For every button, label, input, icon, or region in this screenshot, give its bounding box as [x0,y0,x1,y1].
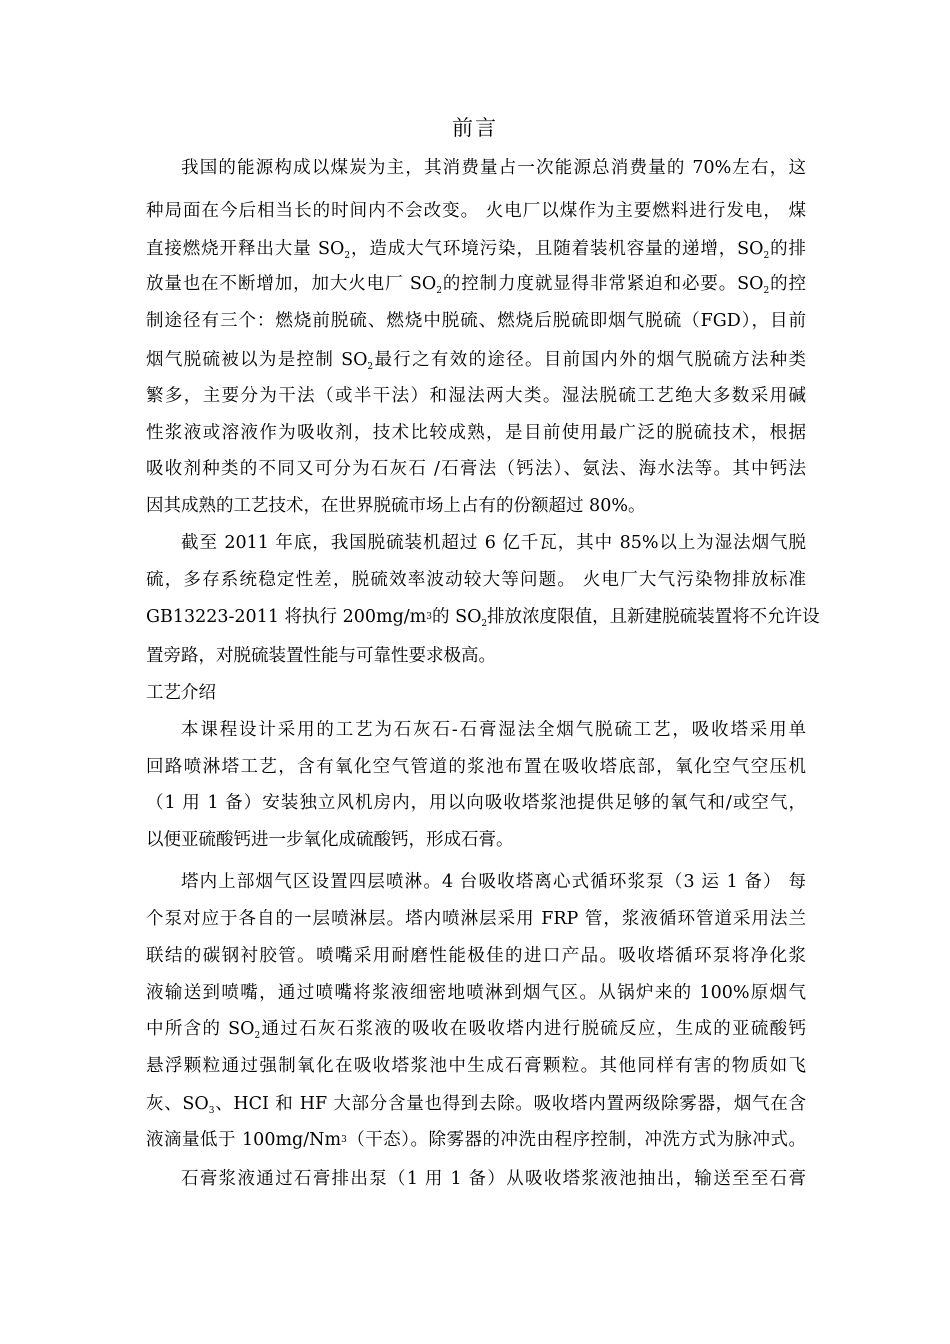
paragraph-1-line-4: 放量也在不断增加，加大火电厂 $SO_2$的控制力度就显得非常紧迫和必要。$SO_2$的控 [146,274,806,296]
paragraph-1-line-3: 直接燃烧开释出大量 $SO_2$，造成大气环境污染，且随着装机容量的递增，$SO_2$的排 [146,239,806,261]
paragraph-2-line-1: 截至 2011 年底，我国脱硫装机超过 6 亿千瓦，其中 85%以上为湿法烟气脱 [181,533,806,553]
paragraph-1-line-5: 制途径有三个：燃烧前脱硫、燃烧中脱硫、燃烧后脱硫即烟气脱硫（FGD），目前 [146,311,806,331]
paragraph-1-line-9: 吸收剂种类的不同又可分为石灰石 /石膏法（钙法）、氨法、海水法等。其中钙法 [146,459,806,479]
paragraph-4-line-2: 个泵对应于各自的一层喷淋层。塔内喷淋层采用 FRP 管，浆液循环管道采用法兰 [146,909,806,929]
paragraph-2-line-4: 置旁路，对脱硫装置性能与可靠性要求极高。 [146,646,496,666]
paragraph-1-line-10: 因其成熟的工艺技术，在世界脱硫市场上占有的份额超过 80%。 [146,496,646,516]
paragraph-1-line-8: 性浆液或溶液作为吸收剂，技术比较成熟，是目前使用最广泛的脱硫技术，根据 [146,423,806,443]
paragraph-3-line-3: （1 用 1 备）安装独立风机房内，用以向吸收塔浆池提供足够的氧气和/或空气， [146,793,806,813]
paragraph-4-line-7: 灰、$SO_3$、HCI 和 HF 大部分含量也得到去除。吸收塔内置两级除雾器，烟气在含 [146,1094,806,1116]
paragraph-1-line-2: 种局面在今后相当长的时间内不会改变。 火电厂以煤作为主要燃料进行发电， 煤 [146,201,806,221]
paragraph-4-line-3: 联结的碳钢衬胶管。喷嘴采用耐磨性能极佳的进口产品。吸收塔循环泵将净化浆 [146,946,806,966]
paragraph-2-line-3: GB13223-2011 将执行 $200mg/m^3$的 $SO_2$排放浓度限值，且新建脱硫装置将不允许设 [146,607,820,629]
paragraph-2-line-2: 硫，多存系统稳定性差，脱硫效率波动较大等问题。 火电厂大气污染物排放标准 [146,570,806,590]
paragraph-3-line-2: 回路喷淋塔工艺，含有氧化空气管道的浆池布置在吸收塔底部，氧化空气空压机 [146,757,806,777]
paragraph-4-line-8: 液滴量低于 100mg/Nm$^3$（干态）。除雾器的冲洗由程序控制，冲洗方式为脉冲式。 [146,1130,806,1150]
paragraph-4-line-6: 悬浮颗粒通过强制氧化在吸收塔浆池中生成石膏颗粒。其他同样有害的物质如飞 [146,1056,806,1076]
paragraph-5-line-1: 石膏浆液通过石膏排出泵（1 用 1 备）从吸收塔浆液池抽出，输送至至石膏 [181,1169,806,1189]
page-title: 前言 [452,116,498,140]
paragraph-1-line-6: 烟气脱硫被以为是控制 $SO_2$最行之有效的途径。目前国内外的烟气脱硫方法种类 [146,350,807,372]
paragraph-1-line-1: 我国的能源构成以煤炭为主，其消费量占一次能源总消费量的 70%左右，这 [181,158,806,178]
section-heading: 工艺介绍 [146,683,216,703]
paragraph-4-line-4: 液输送到喷嘴，通过喷嘴将浆液细密地喷淋到烟气区。从锅炉来的 100%原烟气 [146,983,806,1003]
paragraph-3-line-1: 本课程设计采用的工艺为石灰石-石膏湿法全烟气脱硫工艺，吸收塔采用单 [181,720,806,740]
paragraph-1-line-7: 繁多，主要分为干法（或半干法）和湿法两大类。湿法脱硫工艺绝大多数采用碱 [146,386,806,406]
paragraph-3-line-4: 以便亚硫酸钙进一步氧化成硫酸钙，形成石膏。 [146,830,514,850]
paragraph-4-line-5: 中所含的 $SO_2$通过石灰石浆液的吸收在吸收塔内进行脱硫反应，生成的亚硫酸钙 [146,1019,806,1041]
paragraph-4-line-1: 塔内上部烟气区设置四层喷淋。4 台吸收塔离心式循环浆泵（3 运 1 备） 每 [181,872,806,892]
